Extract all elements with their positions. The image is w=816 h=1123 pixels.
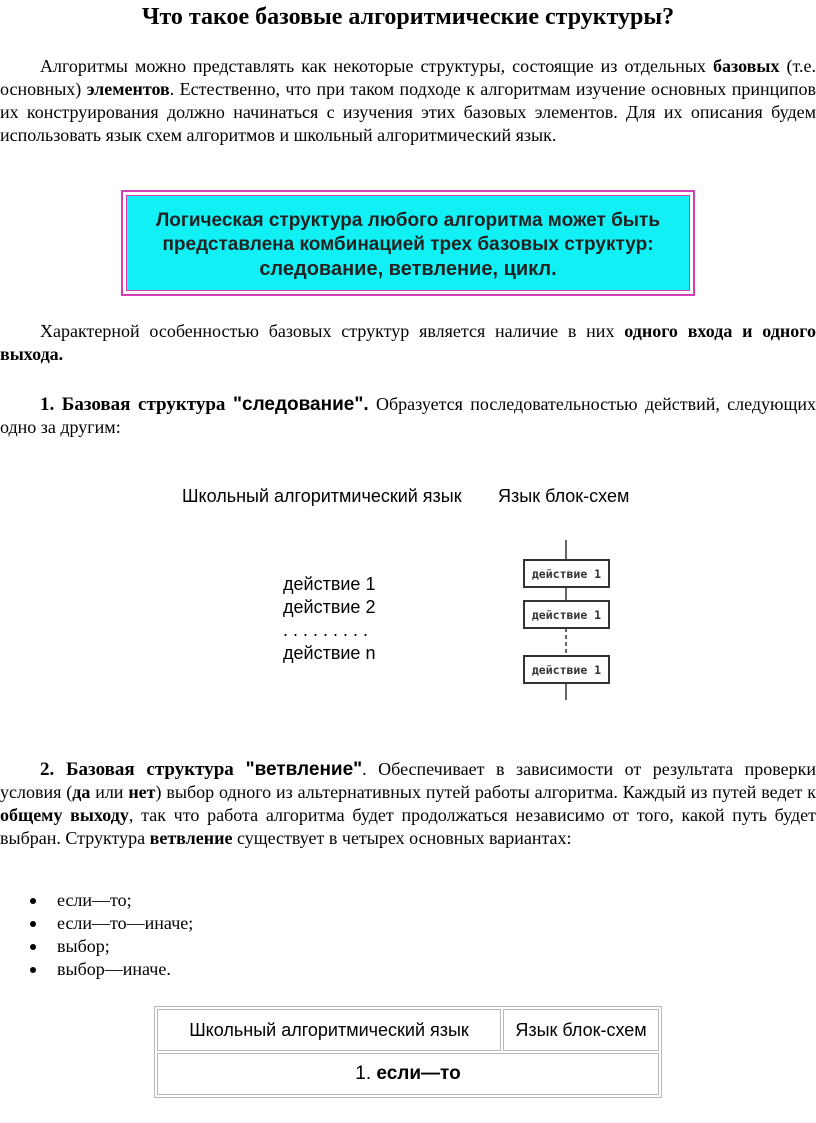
section1-paragraph: 1. Базовая структура "следование". Образуется последовательностью действий, следующих одно за другим: <box>0 394 816 437</box>
step-n: действие n <box>283 643 376 663</box>
section1-name: "следование". <box>233 394 369 415</box>
callout-line-2: представлена комбинацией трех базовых структур: <box>162 234 654 255</box>
list-item: выбор—иначе. <box>0 958 193 981</box>
section2-name: "ветвление" <box>245 759 363 780</box>
table-header-row <box>157 1009 659 1051</box>
comparison-table <box>154 1006 662 1098</box>
bullet-icon <box>30 944 36 950</box>
sequence-steps <box>283 573 375 665</box>
callout-box <box>121 190 695 296</box>
flow-block-1: действие 1 <box>531 567 602 581</box>
page-title: Что такое базовые алгоритмические структуры? <box>141 4 675 30</box>
flow-block-2: действие 1 <box>531 608 602 622</box>
table-header-school: Школьный алгоритмический язык <box>157 1009 501 1051</box>
sequence-flowchart <box>518 540 618 700</box>
bullet-icon <box>30 967 36 973</box>
list-item: если—то—иначе; <box>0 912 193 935</box>
feature-paragraph: Характерной особенностью базовых структур является наличие в них одного входа и одного выхода. <box>0 321 816 364</box>
list-item: если—то; <box>0 889 193 912</box>
callout-line-3: следование, ветвление, цикл. <box>259 258 557 280</box>
list-item: выбор; <box>0 935 193 958</box>
callout-line-1: Логическая структура любого алгоритма может быть <box>155 210 661 231</box>
step-2: действие 2 <box>283 597 376 617</box>
table-row-label: 1. если—то <box>157 1053 659 1095</box>
section1-heading: 1. Базовая структура <box>40 394 233 415</box>
step-1: действие 1 <box>283 574 376 594</box>
section2-heading: 2. Базовая структура <box>40 759 246 780</box>
intro-paragraph: Алгоритмы можно представлять как некоторые структуры, состоящие из отдельных базовых (т.е. основных) элементов. Естественно, что при таком подходе к алгоритмам изучение основных принципов их конструирования должно начинаться с изучения этих базовых элементов. Для их описания будем использовать язык схем алгоритмов и школьный алгоритмический язык. <box>0 56 816 145</box>
variants-list <box>0 889 193 981</box>
section2-paragraph: 2. Базовая структура "ветвление". Обеспечивает в зависимости от результата проверки условия (да или нет) выбор одного из альтернативных путей работы алгоритма. Каждый из путей ведет к общему выходу, так что работа алгоритма будет продолжаться независимо от того, какой путь будет выбран. Структура ветвление существует в четырех основных вариантах: <box>0 759 816 848</box>
table-row <box>157 1053 659 1095</box>
col-heading-flowchart: Язык блок-схем <box>498 486 630 506</box>
flow-block-3: действие 1 <box>531 663 602 677</box>
bullet-icon <box>30 898 36 904</box>
table-header-flowchart: Язык блок-схем <box>503 1009 659 1051</box>
step-ellipsis: . . . . . . . . . <box>283 620 369 640</box>
col-heading-school: Школьный алгоритмический язык <box>182 486 462 506</box>
bullet-icon <box>30 921 36 927</box>
